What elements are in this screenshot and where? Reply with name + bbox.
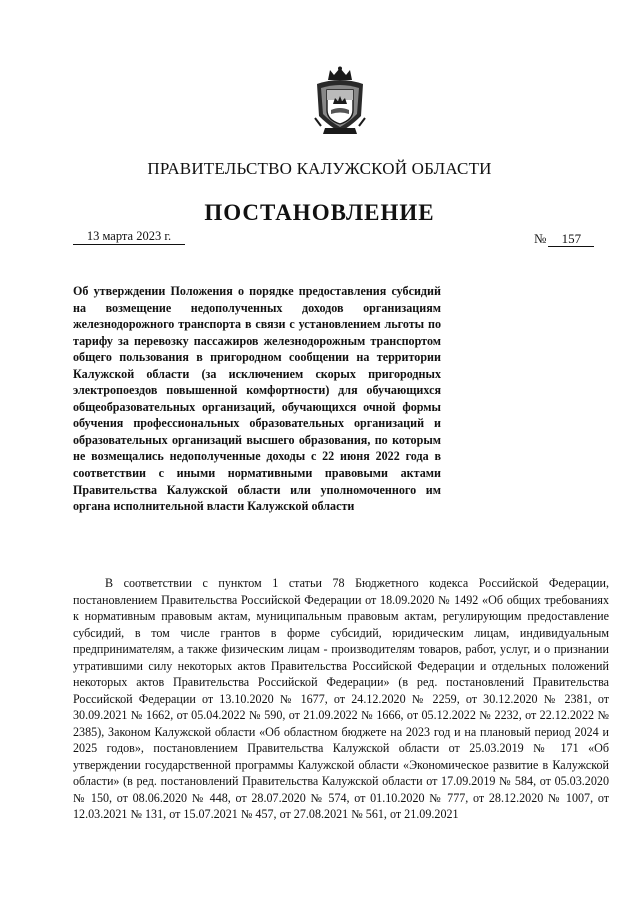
document-type-title: ПОСТАНОВЛЕНИЕ [204,200,435,225]
document-subject: Об утверждении Положения о порядке предоставления субсидий на возмещение недополученных доходов организациям железнодорожного транспорта в связи с установлением льготы по тарифу за перевозку пассажиров железнодорожным транспортом общего пользования в пригородном сообщении на территории Калужской области (за исключением скорых пригородных электропоездов повышенной комфортности) для обучающихся общеобразовательных организаций, обучающихся очной формы обучения профессиональных образовательных организаций и образовательных организаций высшего образования, по которым не возмещались недополученные доходы с 22 июня 2022 года в соответствии с иными нормативными правовыми актами Правительства Калужской области или уполномоченного им органа исполнительной власти Калужской области [73,284,441,514]
number-label: № [534,231,547,246]
kaluga-coat-of-arms-icon [311,66,369,138]
number-value: 157 [548,231,594,247]
document-body-paragraph: В соответствии с пунктом 1 статьи 78 Бюджетного кодекса Российской Федерации, постановлением Правительства Российской Федерации от 18.09.2020 № 1492 «Об общих требованиях к нормативным правовым актам, муниципальным правовым актам, регулирующим предоставление субсидий, в том числе грантов в форме субсидий, юридическим лицам, индивидуальным предпринимателям, а также физическим лицам - производителям товаров, работ, услуг, и о признании утратившими силу некоторых актов Правительства Российской Федерации и отдельных положений некоторых актов Правительства Российской Федерации» (в ред. постановлений Правительства Российской Федерации от 13.10.2020 № 1677, от 24.12.2020 № 2259, от 30.12.2020 № 2381, от 30.09.2021 № 1662, от 05.04.2022 № 590, от 21.09.2022 № 1666, от 05.12.2022 № 2232, от 22.12.2022 № 2385), Законом Калужской области «Об областном бюджете на 2023 год и на плановый период 2024 и 2025 годов», постановлением Правительства Калужской области от 25.03.2019 № 171 «Об утверждении государственной программы Калужской области «Экономическое развитие в Калужской области» (в ред. постановлений Правительства Калужской области от 17.09.2019 № 584, от 05.03.2020 № 150, от 08.06.2020 № 448, от 28.07.2020 № 574, от 01.10.2020 № 777, от 28.12.2020 № 1007, от 12.03.2021 № 131, от 15.07.2021 № 457, от 27.08.2021 № 561, от 21.09.2021 [73,576,609,821]
document-number [534,231,594,247]
document-date: 13 марта 2023 г. [73,229,185,245]
government-heading: ПРАВИТЕЛЬСТВО КАЛУЖСКОЙ ОБЛАСТИ [147,159,492,178]
